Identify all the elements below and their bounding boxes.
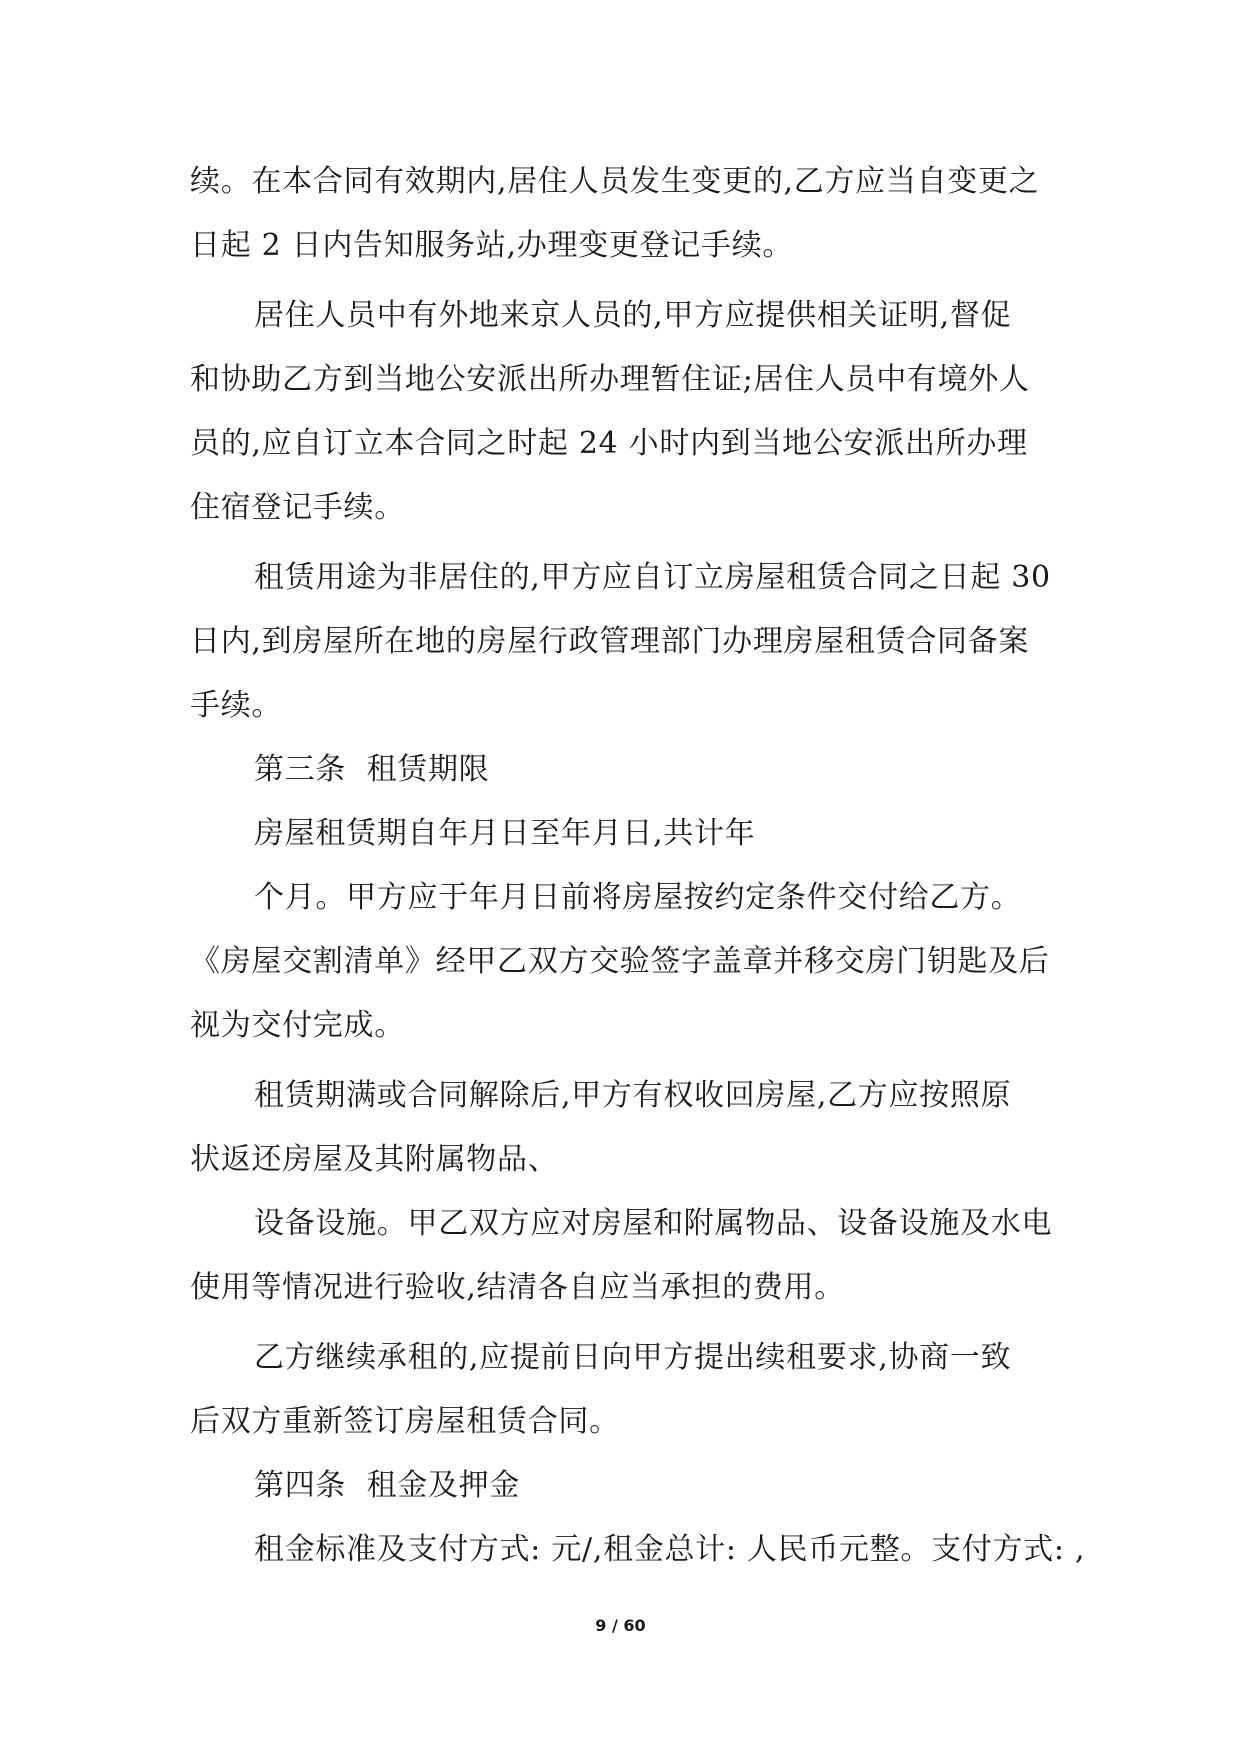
paragraph-start: 居住人员中有外地来京人员的,甲方应提供相关证明,督促 [254,298,1012,333]
text-line: 员的,应自订立本合同之时起 24 小时内到当地公安派出所办理 [190,426,1028,461]
text-line: 状返还房屋及其附属物品、 [190,1142,559,1177]
text-line: 后双方重新签订房屋租赁合同。 [190,1404,620,1439]
paragraph-start: 乙方继续承租的,应提前日向甲方提出续租要求,协商一致 [254,1340,1012,1375]
page-number: 9 / 60 [595,1616,646,1635]
text-line: 使用等情况进行验收,结清各自应当承担的费用。 [190,1270,845,1305]
text-line: 手续。 [190,688,283,723]
text-line: 和协助乙方到当地公安派出所办理暂住证;居住人员中有境外人 [190,362,1030,397]
text-line: 住宿登记手续。 [190,490,405,525]
text-line: 视为交付完成。 [190,1008,405,1043]
paragraph-start: 房屋租赁期自年月日至年月日,共计年 [254,816,756,851]
text-line: 日起 2 日内告知服务站,办理变更登记手续。 [190,228,794,263]
paragraph-start: 个月。甲方应于年月日前将房屋按约定条件交付给乙方。 [254,880,1022,915]
text-line: 续。在本合同有效期内,居住人员发生变更的,乙方应当自变更之 [190,164,1040,199]
text-line: 《房屋交割清单》经甲乙双方交验签字盖章并移交房门钥匙及后 [190,944,1050,979]
paragraph-start: 租赁期满或合同解除后,甲方有权收回房屋,乙方应按照原 [254,1078,1012,1113]
section-heading-term: 第三条 租赁期限 [254,752,490,787]
section-heading-rent: 第四条 租金及押金 [254,1468,521,1503]
paragraph-start: 租金标准及支付方式: 元/,租金总计: 人民币元整。支付方式: , [254,1532,1086,1567]
paragraph-start: 租赁用途为非居住的,甲方应自订立房屋租赁合同之日起 30 [254,560,1051,595]
text-line: 日内,到房屋所在地的房屋行政管理部门办理房屋租赁合同备案 [190,624,1030,659]
paragraph-start: 设备设施。甲乙双方应对房屋和附属物品、设备设施及水电 [254,1206,1053,1241]
contract-body [190,150,1086,1582]
